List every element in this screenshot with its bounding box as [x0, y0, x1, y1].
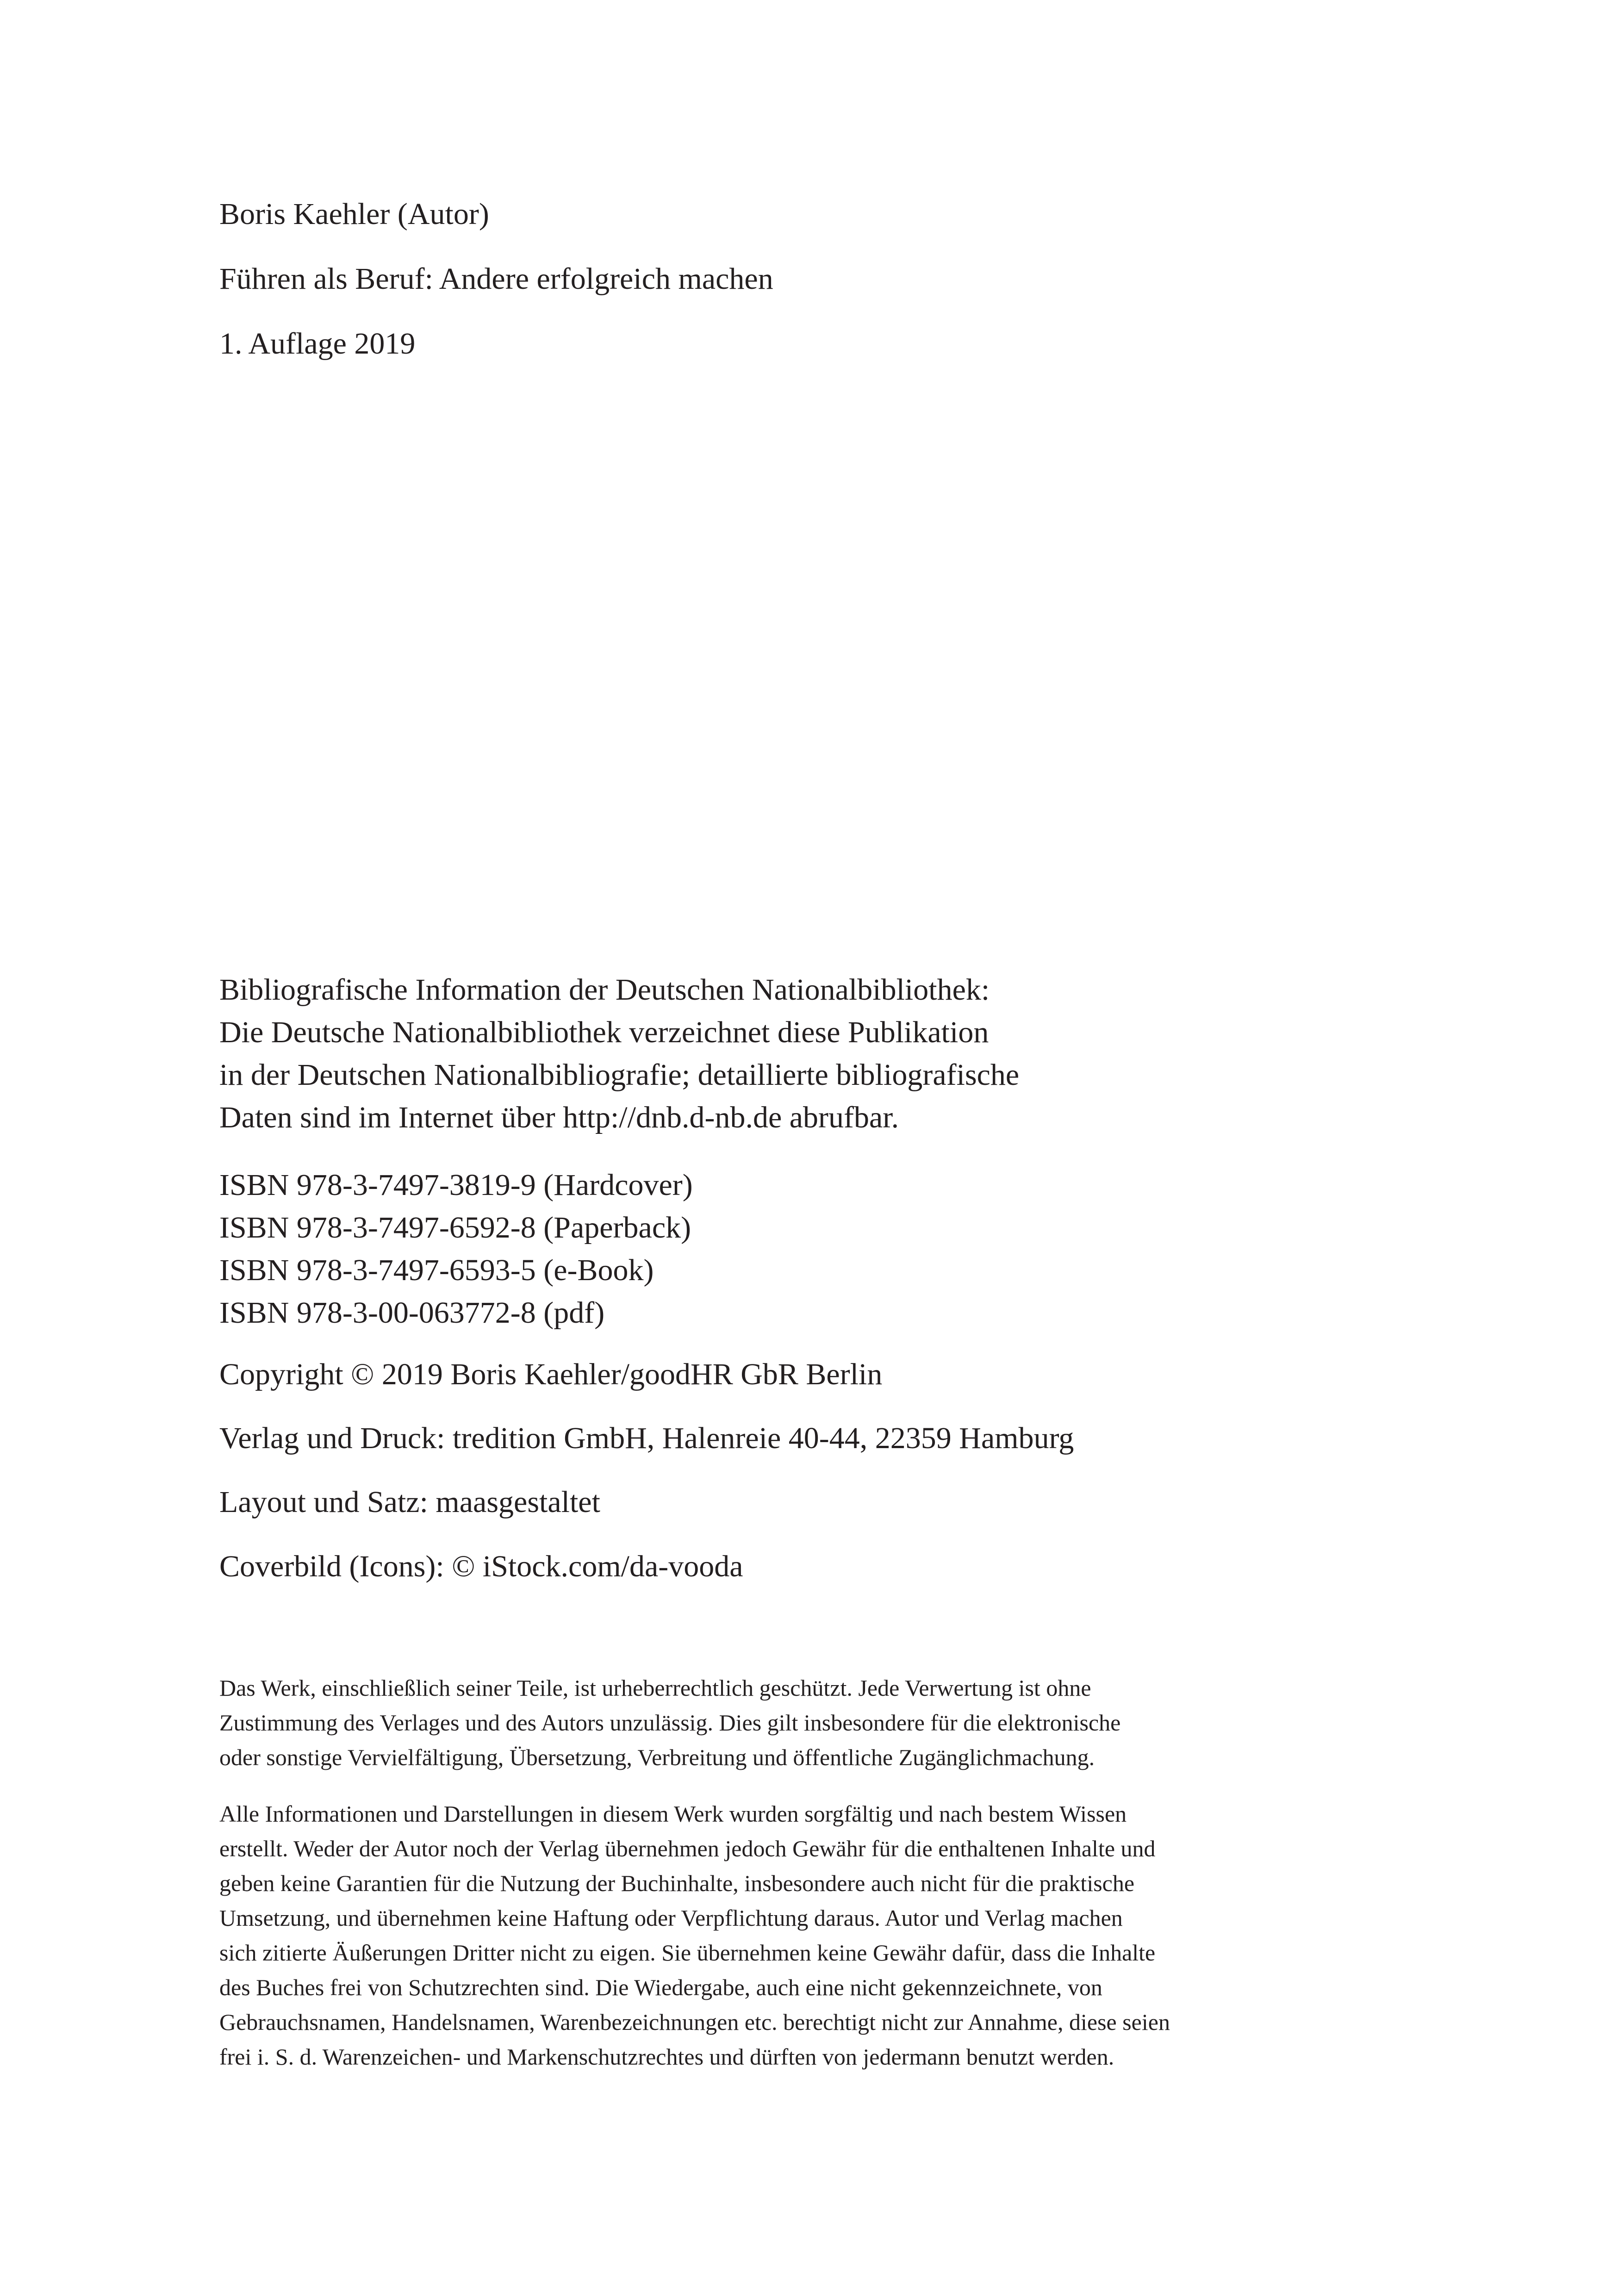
- legal-line: Alle Informationen und Darstellungen in diesem Werk wurden sorgfältig und nach bestem Wissen: [219, 1801, 1127, 1827]
- legal-notice-disclaimer: [219, 1797, 1170, 2074]
- legal-line: Zustimmung des Verlages und des Autors unzulässig. Dies gilt insbesondere für die elektronische: [219, 1710, 1121, 1736]
- bibliographic-line: Die Deutsche Nationalbibliothek verzeichnet diese Publikation: [219, 1015, 989, 1049]
- bibliographic-info: [219, 969, 1019, 1139]
- edition-line: 1. Auflage 2019: [219, 327, 416, 361]
- legal-line: oder sonstige Vervielfältigung, Übersetzung, Verbreitung und öffentliche Zugänglichmachung.: [219, 1744, 1095, 1770]
- bibliographic-line: Bibliografische Information der Deutschen Nationalbibliothek:: [219, 973, 990, 1007]
- legal-line: des Buches frei von Schutzrechten sind. Die Wiedergabe, auch eine nicht gekennzeichnete, von: [219, 1974, 1102, 2000]
- author-line: Boris Kaehler (Autor): [219, 197, 489, 231]
- legal-line: frei i. S. d. Warenzeichen- und Markenschutzrechtes und dürften von jedermann benutzt werden.: [219, 2044, 1114, 2070]
- bibliographic-line: in der Deutschen Nationalbibliografie; detaillierte bibliografische: [219, 1058, 1020, 1092]
- isbn-paperback: ISBN 978-3-7497-6592-8 (Paperback): [219, 1211, 691, 1244]
- isbn-list: [219, 1164, 693, 1334]
- isbn-hardcover: ISBN 978-3-7497-3819-9 (Hardcover): [219, 1168, 693, 1202]
- title-block: [219, 199, 773, 393]
- legal-line: Das Werk, einschließlich seiner Teile, ist urheberrechtlich geschützt. Jede Verwertung ist ohne: [219, 1675, 1091, 1701]
- isbn-pdf: ISBN 978-3-00-063772-8 (pdf): [219, 1296, 605, 1330]
- publisher-line: Verlag und Druck: tredition GmbH, Halenreie 40-44, 22359 Hamburg: [219, 1421, 1074, 1455]
- book-title: Führen als Beruf: Andere erfolgreich machen: [219, 262, 773, 296]
- bibliographic-line: Daten sind im Internet über http://dnb.d-nb.de abrufbar.: [219, 1101, 899, 1134]
- legal-line: sich zitierte Äußerungen Dritter nicht zu eigen. Sie übernehmen keine Gewähr dafür, dass die Inhalte: [219, 1940, 1156, 1966]
- layout-credit: Layout und Satz: maasgestaltet: [219, 1485, 600, 1519]
- isbn-ebook: ISBN 978-3-7497-6593-5 (e-Book): [219, 1253, 654, 1287]
- copyright-line: Copyright © 2019 Boris Kaehler/goodHR GbR Berlin: [219, 1357, 883, 1391]
- cover-image-credit: Coverbild (Icons): © iStock.com/da-vooda: [219, 1549, 743, 1583]
- legal-line: geben keine Garantien für die Nutzung der Buchinhalte, insbesondere auch nicht für die praktische: [219, 1870, 1135, 1896]
- legal-line: Gebrauchsnamen, Handelsnamen, Warenbezeichnungen etc. berechtigt nicht zur Annahme, diese seien: [219, 2009, 1170, 2035]
- legal-line: Umsetzung, und übernehmen keine Haftung oder Verpflichtung daraus. Autor und Verlag machen: [219, 1905, 1123, 1931]
- legal-notice-copyright: [219, 1671, 1120, 1775]
- legal-line: erstellt. Weder der Autor noch der Verlag übernehmen jedoch Gewähr für die enthaltenen Inhalte und: [219, 1836, 1156, 1861]
